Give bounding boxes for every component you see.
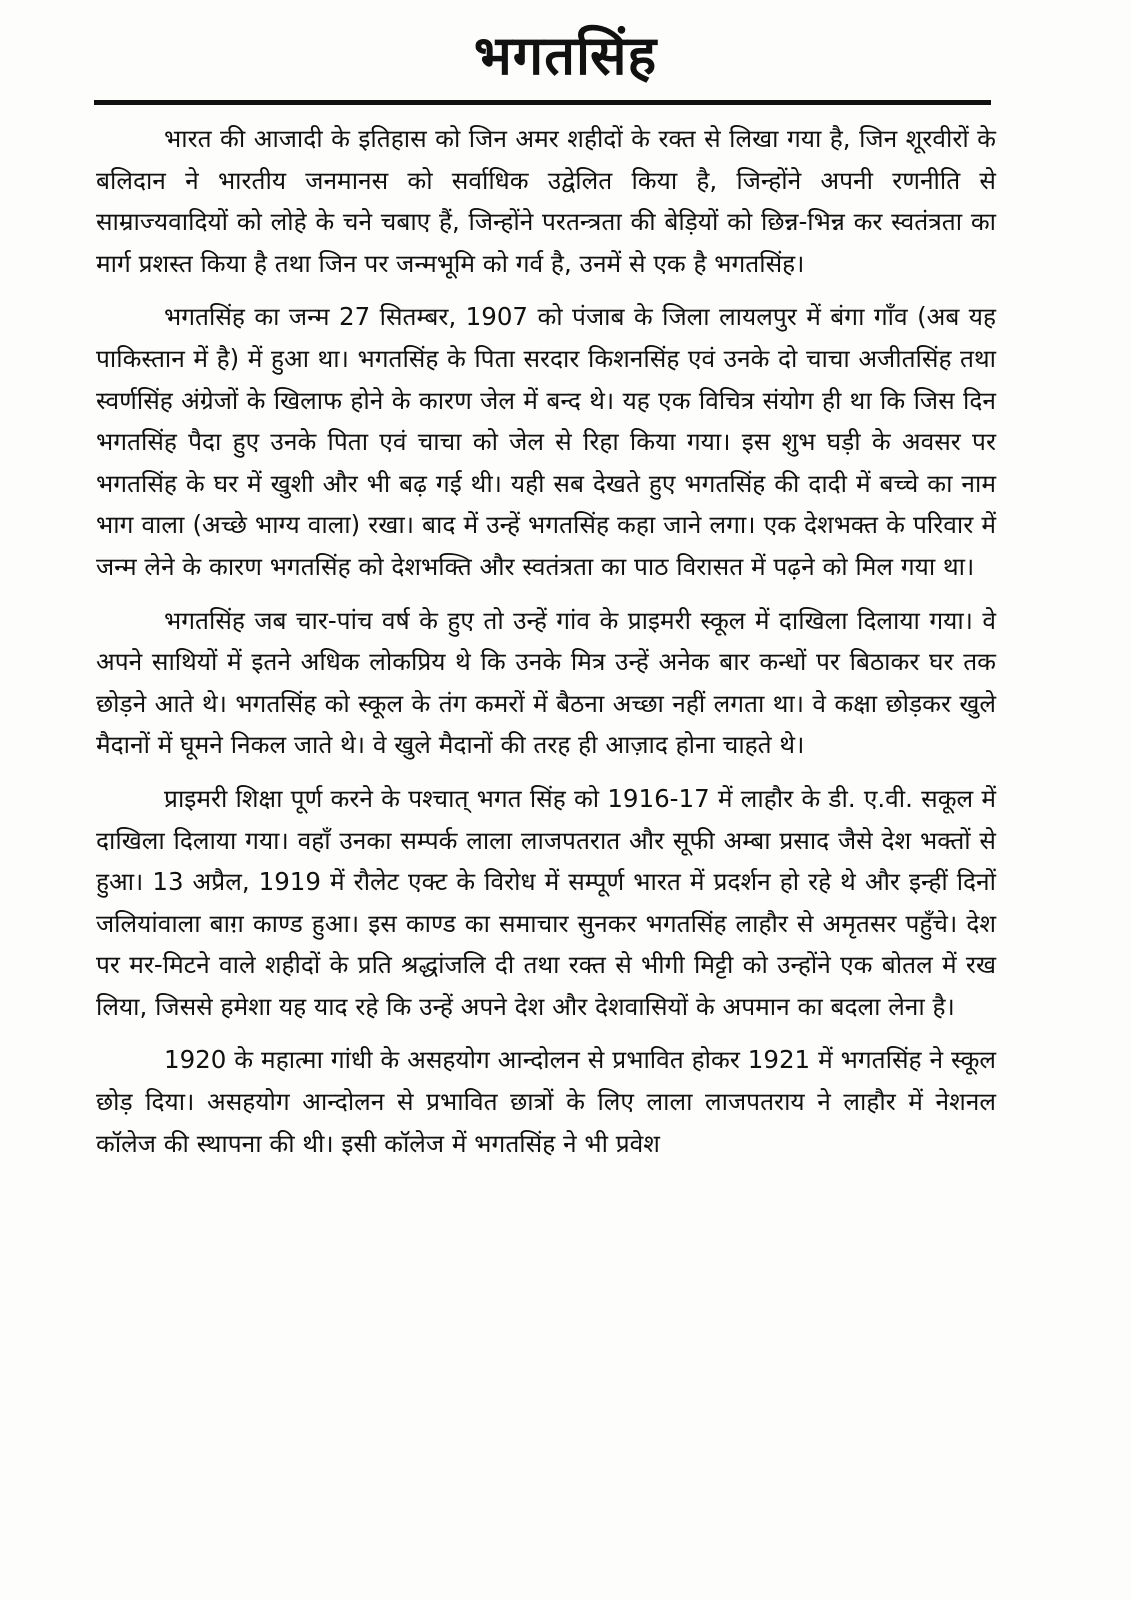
paragraph: भारत की आजादी के इतिहास को जिन अमर शहीदों के रक्त से लिखा गया है, जिन शूरवीरों के बलिदान ने भारतीय जनमानस को सर्वाधिक उद्वेलित किया है, जिन्होंने अपनी रणनीति से साम्राज्यवादियों को लोहे के चने चबाए हैं, जिन्होंने परतन्त्रता की बेड़ियों को छिन्न-भिन्न कर स्वतंत्रता का मार्ग प्रशस्त किया है तथा जिन पर जन्मभूमि को गर्व है, उनमें से एक है भगतसिंह। (96, 124, 996, 278)
paragraph: भगतसिंह का जन्म 27 सितम्बर, 1907 को पंजाब के जिला लायलपुर में बंगा गाँव (अब यह पाकिस्तान में है) में हुआ था। भगतसिंह के पिता सरदार किशनसिंह एवं उनके दो चाचा अजीतसिंह तथा स्वर्णसिंह अंग्रेजों के खिलाफ होने के कारण जेल में बन्द थे। यह एक विचित्र संयोग ही था कि जिस दिन भगतसिंह पैदा हुए उनके पिता एवं चाचा को जेल से रिहा किया गया। इस शुभ घड़ी के अवसर पर भगतसिंह के घर में खुशी और भी बढ़ गई थी। यही सब देखते हुए भगतसिंह की दादी में बच्चे का नाम भाग वाला (अच्छे भाग्य वाला) रखा। बाद में उन्हें भगतसिंह कहा जाने लगा। एक देशभक्त के परिवार में जन्म लेने के कारण भगतसिंह को देशभक्ति और स्वतंत्रता का पाठ विरासत में पढ़ने को मिल गया था। (96, 302, 996, 581)
body-text (96, 118, 996, 1164)
paragraph: 1920 के महात्मा गांधी के असहयोग आन्दोलन से प्रभावित होकर 1921 में भगतसिंह ने स्कूल छोड़ दिया। असहयोग आन्दोलन से प्रभावित छात्रों के लिए लाला लाजपतराय ने लाहौर में नेशनल कॉलेज की स्थापना की थी। इसी कॉलेज में भगतसिंह ने भी प्रवेश (96, 1045, 996, 1158)
title-underline-rule (94, 100, 991, 105)
paragraph: भगतसिंह जब चार-पांच वर्ष के हुए तो उन्हें गांव के प्राइमरी स्कूल में दाखिला दिलाया गया। वे अपने साथियों में इतने अधिक लोकप्रिय थे कि उनके मित्र उन्हें अनेक बार कन्धों पर बिठाकर घर तक छोड़ने आते थे। भगतसिंह को स्कूल के तंग कमरों में बैठना अच्छा नहीं लगता था। वे कक्षा छोड़कर खुले मैदानों में घूमने निकल जाते थे। वे खुले मैदानों की तरह ही आज़ाद होना चाहते थे। (96, 605, 996, 760)
page-title: भगतसिंह (473, 23, 658, 87)
paragraph: प्राइमरी शिक्षा पूर्ण करने के पश्चात् भगत सिंह को 1916-17 में लाहौर के डी. ए.वी. सकूल में दाखिला दिलाया गया। वहाँ उनका सम्पर्क लाला लाजपतरात और सूफी अम्बा प्रसाद जैसे देश भक्तों से हुआ। 13 अप्रैल, 1919 में रौलेट एक्ट के विरोध में सम्पूर्ण भारत में प्रदर्शन हो रहे थे और इन्हीं दिनों जलियांवाला बाग़ काण्ड हुआ। इस काण्ड का समाचार सुनकर भगतसिंह लाहौर से अमृतसर पहुँचे। देश पर मर-मिटने वाले शहीदों के प्रति श्रद्धांजलि दी तथा रक्त से भीगी मिट्टी को उन्होंने एक बोतल में रख लिया, जिससे हमेशा यह याद रहे कि उन्हें अपने देश और देशवासियों के अपमान का बदला लेना है। (96, 783, 996, 1021)
